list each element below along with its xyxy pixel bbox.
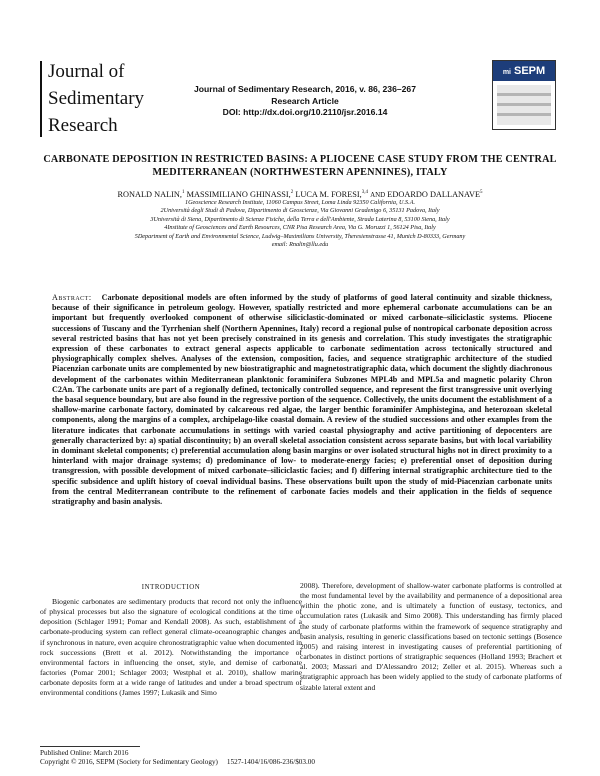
copyright-line: Copyright © 2016, SEPM (Society for Sedimentary Geology) 1527-1404/16/086-236/$03.00 <box>40 758 315 766</box>
affiliations <box>40 199 560 249</box>
sepm-logo-stripe <box>497 103 551 106</box>
section-heading-introduction: INTRODUCTION <box>141 584 201 591</box>
affiliation-item: 5Department of Earth and Environmental Science, Ludwig–Maximilians University, Theresienstrasse 41, Munich D-80333, Germany <box>134 232 466 240</box>
journal-logo-line3: Research <box>48 115 118 136</box>
affiliation-item: 3Università di Siena, Dipartimento di Scienze Fisiche, della Terra e dell'Ambiente, Strada Laterina 8, 53100 Siena, Italy <box>150 215 450 223</box>
journal-logo <box>36 58 154 139</box>
doi-link[interactable]: DOI: http://dx.doi.org/10.2110/jsr.2016.14 <box>222 107 388 117</box>
article-header <box>170 84 440 119</box>
page-footer <box>40 749 560 767</box>
paper-title: CARBONATE DEPOSITION IN RESTRICTED BASINS: A PLIOCENE CASE STUDY FROM THE CENTRAL MEDITERRANEAN (NORTHWESTERN APENNINES), ITALY <box>43 154 557 178</box>
article-type: Research Article <box>271 95 339 106</box>
contact-email[interactable]: email: Rnalin@llu.edu <box>271 241 329 249</box>
intro-left-column: Biogenic carbonates are sedimentary products that record not only the influence of physical processes but also the signature of ecological conditions at the time of deposition (Schlager 1991; Pomar and Kendall 2008). As such, establishment of a carbonate-producing system can reflect general climate-oceanographic changes and, if synchronous in nature, even acquire chronostratigraphic value when documented in rock successions (Brett et al. 2012). Notwithstanding the importance of environmental factors in influencing the onset, style, and demise of carbonate factories (Pomar 2001; Schlager 2003; Westphal et al. 2010), shallow marine carbonate deposits form at a wide range of latitudes and under a broad spectrum of environmental conditions (James 1997; Lukasik and Simo <box>40 597 302 698</box>
sepm-logo-label: mi SEPM <box>493 61 555 81</box>
abstract <box>52 293 552 507</box>
sepm-logo <box>492 60 556 130</box>
affiliation-item: 1Geoscience Research Institute, 11060 Campus Street, Loma Linda 92350 California, U.S.A. <box>184 199 416 206</box>
abstract-text: Carbonate depositional models are often informed by the study of platforms of good lateral continuity and sizable thickness, because of their significance in petroleum geology. However, spatially restricted and more ephemeral carbonate accumulations can be an important but frequently overlooked component of otherwise siliciclastic-dominated or mixed carbonate–siliciclastic systems. Pliocene successions of Tuscany and the Tyrrhenian shelf (Northern Apennines, Italy) record a regional pulse of nontropical carbonate deposition across several restricted basins that has not yet been precisely constrained in its genesis and correlation. This study investigates the stratigraphic expression of these carbonates to extract general aspects applicable to carbonate sedimentation across tectonically structured and physiographically complex shelves. Analyses of the extension, composition, facies, and sequence stratigraphic architecture of the studied Piacenzian carbonate units are complemented by new biostratigraphic and magnetostratigraphic data, which document the slightly diachronous development of the carbonates within Mediterranean planktonic foraminifera Subzones MPL4b and MPL5a and magnetic polarity Chron C2An. The carbonate units are part of a regionally defined, tectonically controlled sequence, and represent the first transgressive unit overlying the basal sequence boundary, but are also found in the regressive portion of the sequence. Collectively, the units document the establishment of a shallow-marine carbonate factory, dominated by calcareous red algae, the larger benthic foraminifer Amphistegina, and heterozoan skeletal components, along the margins of a complex, archipelago-like coastal domain. A review of the studied successions and other examples from the literature indicates that carbonate accumulations in settings with varied coastal physiography and active partitioning of depocenters are generally characterized by: a) spatial discontinuity; b) an overall skeletal association consistent across separate basins, but with local variability in dominant skeletal components; c) preferential accumulation along basin margins or over isolated structural highs not in direct proximity to a hinterland with major drainage systems; d) predominance of low- to moderate-energy facies; e) preferential onset of deposition during transgression, with possible development of mixed carbonate–siliciclastic facies; and f) differing internal stratigraphic architecture tied to the specific subsidence and uplift history of coeval individual basins. These observations built upon the study of mid-Piacenzian carbonate units from the central Mediterranean contribute to the refinement of carbonate facies models and their application in the fields of sequence stratigraphy and basin analysis. <box>52 293 552 507</box>
sepm-logo-stripe <box>497 93 551 96</box>
author-list: RONALD NALIN,$^1$ MASSIMILIANO GHINASSI,$^2$ LUCA M. FORESI,$^{3,4}$ AND EDOARDO DALLANAVE$^5$ <box>117 189 483 199</box>
sepm-logo-prefix: mi <box>502 69 511 76</box>
abstract-label: Abstract: <box>52 293 92 302</box>
affiliation-item: 4Institute of Geosciences and Earth Resources, CNR Pisa Research Area, Via G. Moruzzi 1, 56124 Pisa, Italy <box>164 224 436 232</box>
published-date: Published Online: March 2016 <box>40 749 129 757</box>
footer-rule <box>40 746 140 747</box>
journal-logo-line1: Journal of <box>48 61 125 82</box>
intro-right-column: 2008). Therefore, development of shallow-water carbonate platforms is controlled at the most fundamental level by the availability and permanence of a depositional area within the photic zone, and is ultimately a function of eustasy, tectonics, and accumulation rates (Lukasik and Simo 2008). This understanding has firmly placed the study of carbonate platforms within the framework of sequence stratigraphy and basin analysis, resulting in generic classifications based on tectonic settings (Bosence 2005) and raising interest in investigating causes of preferential partitioning of carbonates in distinct portions of stratigraphic sequences (Holland 1993; Brachert et al. 2003; Massari and D'Alessandro 2012; Zeller et al. 2015). Whereas such a stratigraphic approach has been widely applied to the study of carbonate platforms of sizable lateral extent and <box>300 581 562 692</box>
journal-logo-line2: Sedimentary <box>48 88 145 109</box>
sepm-logo-stripe <box>497 113 551 116</box>
citation-line: Journal of Sedimentary Research, 2016, v. 86, 236–267 <box>194 84 416 94</box>
affiliation-item: 2Università degli Studi di Padova, Dipartimento di Geoscienze, Via Giovanni Gradenigo 6, 35131 Padova, Italy <box>160 207 440 215</box>
